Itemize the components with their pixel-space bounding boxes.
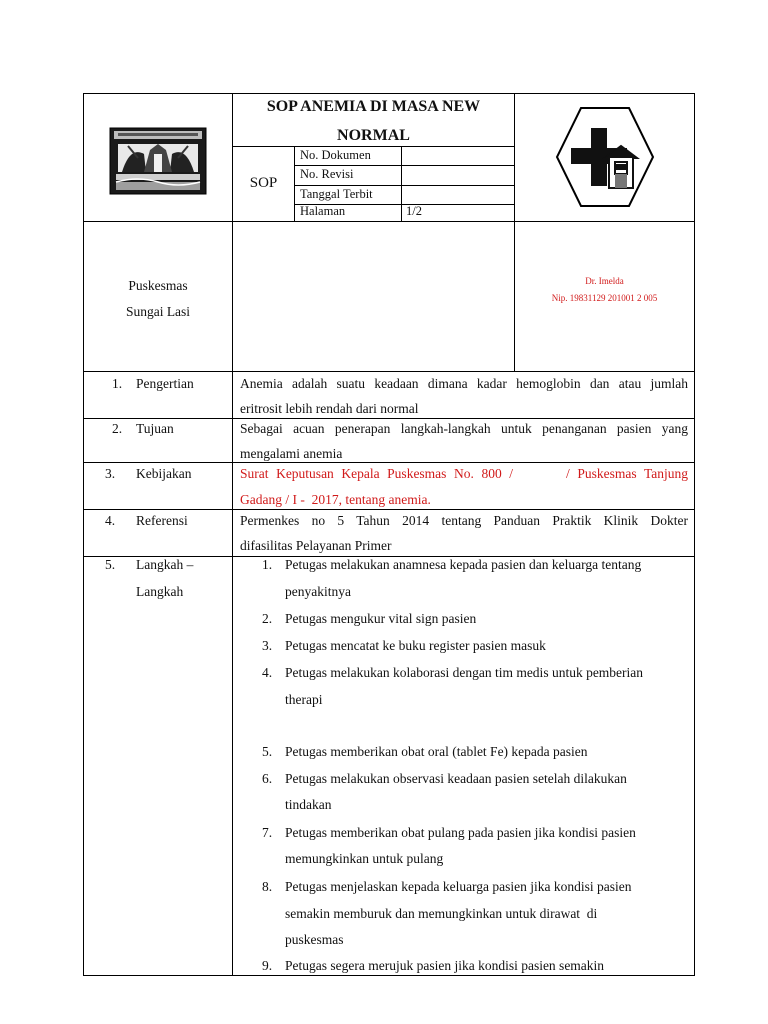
step-text-5-line1: Petugas memberikan obat oral (tablet Fe) kepada pasien — [285, 744, 588, 759]
section-text-pengertian-line1: Anemia adalah suatu keadaan dimana kadar hemoglobin dan atau jumlah — [240, 376, 688, 391]
section-text-referensi-line2: difasilitas Pelayanan Primer — [240, 538, 392, 553]
step-text-6-line1: Petugas melakukan observasi keadaan pasien setelah dilakukan — [285, 771, 627, 786]
step-text-3-line1: Petugas mencatat ke buku register pasien masuk — [285, 638, 546, 653]
section-text-pengertian-line2: eritrosit lebih rendah dari normal — [240, 401, 419, 416]
table-left-border — [83, 93, 84, 976]
header-divider-right — [514, 93, 515, 371]
section-number-pengertian: 1. — [112, 376, 123, 391]
step-text-8-line2: semakin memburuk dan memungkinkan untuk dirawat di — [285, 906, 598, 921]
section-text-kebijakan-line1: Surat Keputusan Kepala Puskesmas No. 800 / / Puskesmas Tanjung — [240, 466, 688, 481]
field-label-no-revisi: No. Revisi — [300, 167, 354, 181]
section-label-langkah-line2: Langkah — [136, 584, 184, 599]
table-right-border — [694, 93, 695, 976]
step-text-4-line1: Petugas melakukan kolaborasi dengan tim medis untuk pemberian — [285, 665, 644, 680]
step-number-2: 2. — [262, 611, 273, 626]
section-text-kebijakan-line2: Gadang / I - 2017, tentang anemia. — [240, 492, 431, 507]
section-label-pengertian: Pengertian — [136, 376, 194, 391]
step-number-9: 9. — [262, 958, 273, 973]
section-number-langkah: 5. — [105, 557, 116, 572]
step-text-1-line1: Petugas melakukan anamnesa kepada pasien dan keluarga tentang — [285, 557, 642, 572]
step-text-8-line1: Petugas menjelaskan kepada keluarga pasien jika kondisi pasien — [285, 879, 632, 894]
section-number-tujuan: 2. — [112, 421, 123, 436]
document-title-line2: NORMAL — [337, 127, 410, 144]
field-value-divider — [401, 146, 402, 221]
section-label-tujuan: Tujuan — [136, 421, 174, 436]
step-text-6-line2: tindakan — [285, 797, 332, 812]
sop-label: SOP — [249, 175, 278, 191]
step-number-7: 7. — [262, 825, 273, 840]
signer-name: Dr. Imelda — [585, 276, 624, 286]
step-number-8: 8. — [262, 879, 273, 894]
section-label-langkah-line1: Langkah – — [136, 557, 194, 572]
document-title-line1: SOP ANEMIA DI MASA NEW — [266, 98, 481, 115]
step-text-8-line3: puskesmas — [285, 932, 344, 947]
section-text-referensi-line1: Permenkes no 5 Tahun 2014 tentang Panduan Praktik Klinik Dokter — [240, 513, 688, 528]
signer-nip: Nip. 19831129 201001 2 005 — [551, 293, 658, 303]
step-number-5: 5. — [262, 744, 273, 759]
field-label-halaman: Halaman — [300, 204, 346, 218]
section-text-tujuan-line2: mengalami anemia — [240, 446, 343, 461]
step-text-4-line2: therapi — [285, 692, 323, 707]
section-number-referensi: 4. — [105, 513, 116, 528]
step-text-2-line1: Petugas mengukur vital sign pasien — [285, 611, 477, 626]
step-number-1: 1. — [262, 557, 273, 572]
field-label-tanggal-terbit: Tanggal Terbit — [300, 187, 373, 201]
section-label-kebijakan: Kebijakan — [136, 466, 192, 481]
step-text-9-line1: Petugas segera merujuk pasien jika kondisi pasien semakin — [285, 958, 605, 973]
section-label-referensi: Referensi — [136, 513, 188, 528]
field-label-no-dokumen: No. Dokumen — [300, 148, 371, 162]
header-row-separator — [83, 221, 695, 222]
step-text-1-line2: penyakitnya — [285, 584, 351, 599]
organization-name-line2: Sungai Lasi — [125, 304, 191, 319]
organization-name-line1: Puskesmas — [128, 278, 188, 293]
section-number-kebijakan: 3. — [105, 466, 116, 481]
step-number-3: 3. — [262, 638, 273, 653]
body-column-divider — [232, 371, 233, 976]
step-text-7-line2: memungkinkan untuk pulang — [285, 851, 444, 866]
sop-divider — [294, 146, 295, 221]
step-text-7-line1: Petugas memberikan obat pulang pada pasien jika kondisi pasien — [285, 825, 636, 840]
puskesmas-logo — [555, 106, 655, 208]
section-text-tujuan-line1: Sebagai acuan penerapan langkah-langkah untuk penanganan pasien yang — [240, 421, 688, 436]
step-number-4: 4. — [262, 665, 273, 680]
regency-logo — [108, 124, 208, 196]
field-value-halaman: 1/2 — [406, 204, 422, 218]
step-number-6: 6. — [262, 771, 273, 786]
